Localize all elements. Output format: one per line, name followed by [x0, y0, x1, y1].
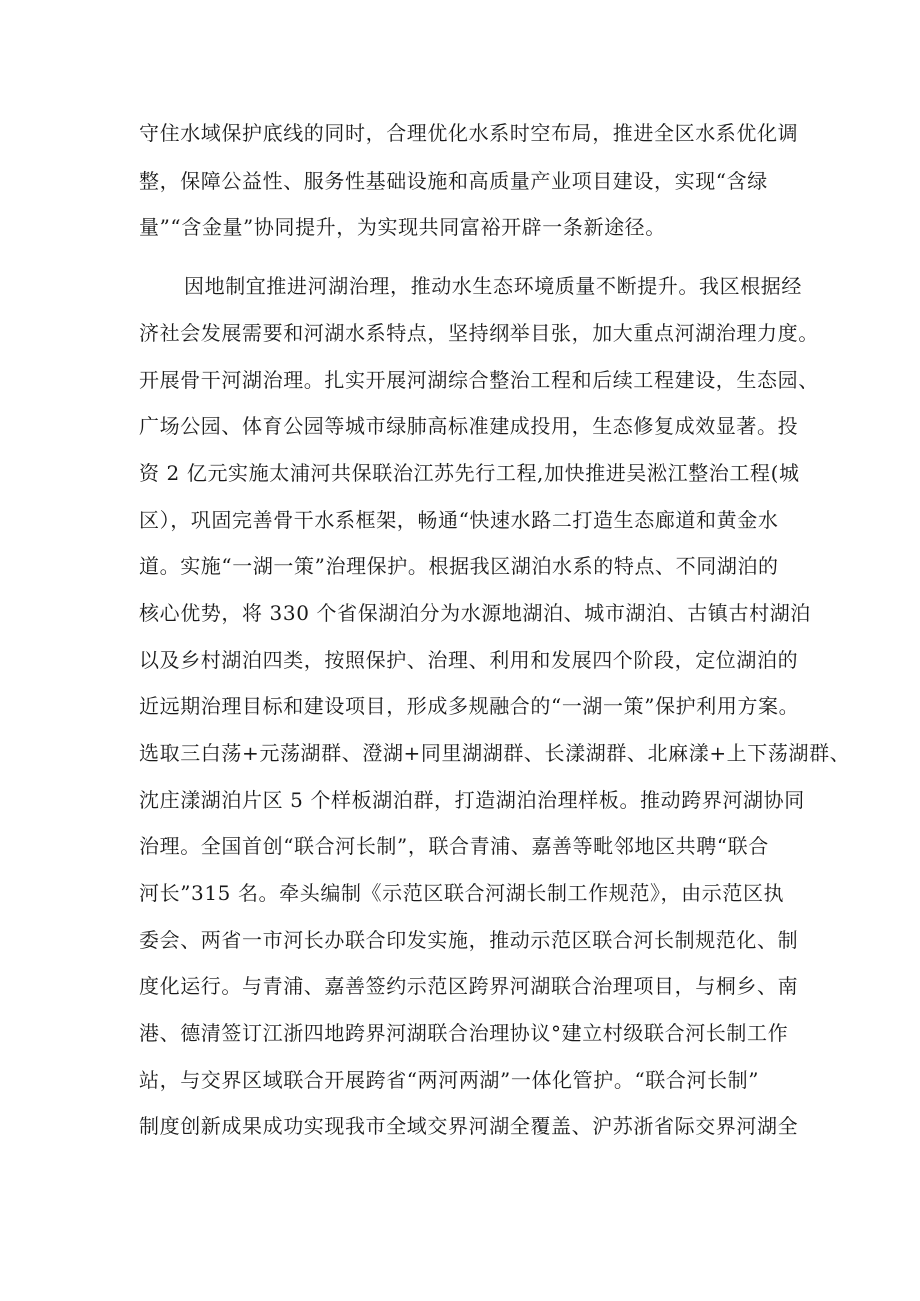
text-line: 因地制宜推进河湖治理，推动水生态环境质量不断提升。我区根据经: [184, 274, 802, 298]
text-line: 治理。全国首创“联合河长制”，联合青浦、嘉善等毗邻地区共聘“联合: [139, 834, 769, 858]
text-line: 沈庄漾湖泊片区 5 个样板湖泊群，打造湖泊治理样板。推动跨界河湖协同: [139, 788, 805, 812]
text-line: 道。实施“一湖一策”治理保护。根据我区湖泊水系的特点、不同湖泊的: [139, 554, 779, 578]
text-line: 制度创新成果成功实现我市全域交界河湖全覆盖、沪苏浙省际交界河湖全: [139, 1114, 799, 1138]
text-line: 近远期治理目标和建设项目，形成多规融合的“一湖一策”保护利用方案。: [139, 694, 800, 718]
text-line: 选取三白荡+元荡湖群、澄湖+同里湖湖群、长漾湖群、北麻漾+上下荡湖群、: [139, 741, 851, 765]
text-line: 核心优势，将 330 个省保湖泊分为水源地湖泊、城市湖泊、古镇古村湖泊: [139, 601, 811, 625]
text-line: 开展骨干河湖治理。扎实开展河湖综合整治工程和后续工程建设，生态园、: [139, 368, 819, 392]
text-line: 区），巩固完善骨干水系框架，畅通“快速水路二打造生态廊道和黄金水: [139, 508, 779, 532]
text-line: 广场公园、体育公园等城市绿肺高标准建成投用，生态修复成效显著。投: [139, 414, 799, 438]
text-line: 整，保障公益性、服务性基础设施和高质量产业项目建设，实现“含绿: [139, 169, 768, 193]
text-line: 河长”315 名。牵头编制《示范区联合河湖长制工作规范》，由示范区执: [139, 881, 785, 905]
text-line: 守住水域保护底线的同时，合理优化水系时空布局，推进全区水系优化调: [139, 121, 799, 145]
text-line: 量”“含金量”协同提升，为实现共同富裕开辟一条新途径。: [139, 215, 666, 239]
text-line: 以及乡村湖泊四类，按照保护、治理、利用和发展四个阶段，定位湖泊的: [139, 648, 799, 672]
text-line: 港、德清签订江浙四地跨界河湖联合治理协议°建立村级联合河长制工作: [139, 1021, 789, 1045]
text-line: 资 2 亿元实施太浦河共保联治江苏先行工程,加快推进吴淞江整治工程(城: [139, 461, 800, 485]
text-line: 站，与交界区域联合开展跨省“两河两湖”一体化管护。“联合河长制”: [139, 1068, 760, 1092]
text-line: 委会、两省一市河长办联合印发实施，推动示范区联合河长制规范化、制: [139, 928, 799, 952]
text-line: 济社会发展需要和河湖水系特点，坚持纲举目张，加大重点河湖治理力度。: [139, 321, 819, 345]
text-line: 度化运行。与青浦、嘉善签约示范区跨界河湖联合治理项目，与桐乡、南: [139, 974, 799, 998]
